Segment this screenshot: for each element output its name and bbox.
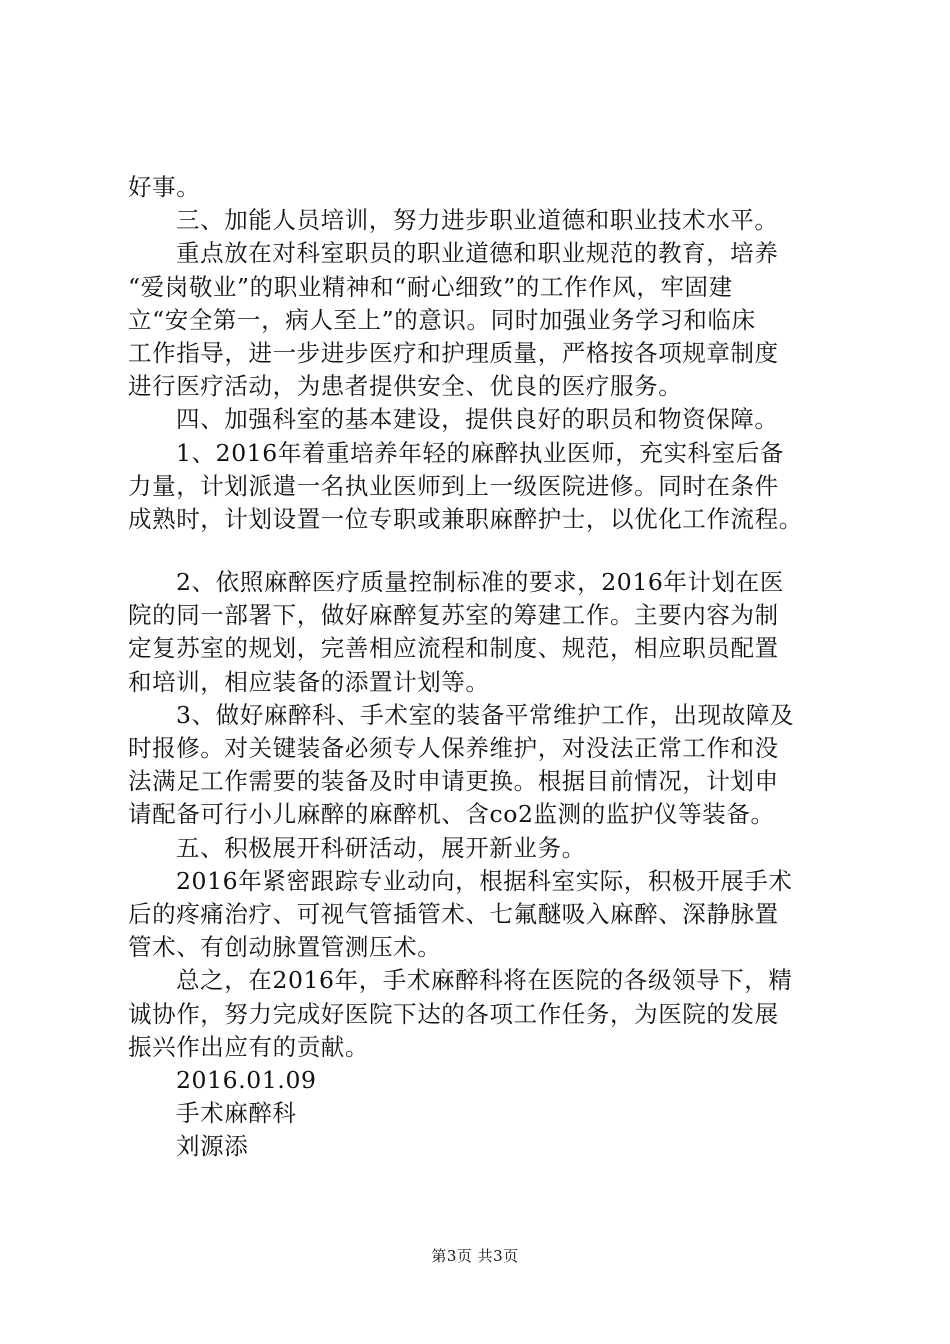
paragraph-line: 请配备可行小儿麻醉的麻醉机、含co2监测的监护仪等装备。 [128, 800, 775, 829]
paragraph-line: 3、做好麻醉科、手术室的装备平常维护工作，出现故障及 [176, 700, 795, 729]
paragraph-line: 定复苏室的规划，完善相应流程和制度、规范，相应职员配置 [128, 634, 779, 663]
paragraph-line: 重点放在对科室职员的职业道德和职业规范的教育，培养 [176, 239, 779, 268]
section-heading-3: 三、加能人员培训，努力进步职业道德和职业技术水平。 [176, 206, 779, 235]
paragraph-line: 立“安全第一，病人至上”的意识。同时加强业务学习和临床 [128, 305, 756, 334]
signature-name: 刘源添 [176, 1132, 249, 1161]
signature-department: 手术麻醉科 [176, 1099, 297, 1128]
paragraph-line: 院的同一部署下，做好麻醉复苏室的筹建工作。主要内容为制 [128, 601, 779, 630]
paragraph-line: 2、依照麻醉医疗质量控制标准的要求，2016年计划在医 [176, 568, 784, 597]
paragraph-line: 诚协作，努力完成好医院下达的各项工作任务，为医院的发展 [128, 999, 779, 1028]
paragraph-line: 管术、有创动脉置管测压术。 [128, 933, 442, 962]
paragraph-line: 力量，计划派遣一名执业医师到上一级医院进修。同时在条件 [128, 471, 779, 500]
signature-date: 2016.01.09 [176, 1065, 317, 1094]
paragraph-line: 后的疼痛治疗、可视气管插管术、七氟醚吸入麻醉、深静脉置 [128, 899, 779, 928]
paragraph-line: 和培训，相应装备的添置计划等。 [128, 667, 490, 696]
section-heading-5: 五、积极展开科研活动，展开新业务。 [176, 833, 586, 862]
paragraph-line: 工作指导，进一步进步医疗和护理质量，严格按各项规章制度 [128, 338, 779, 367]
paragraph-line: 法满足工作需要的装备及时申请更换。根据目前情况，计划申 [128, 767, 779, 796]
paragraph-line: 1、2016年着重培养年轻的麻醉执业医师，充实科室后备 [176, 438, 784, 467]
paragraph-line: “爱岗敬业”的职业精神和“耐心细致”的工作作风，牢固建 [128, 272, 733, 301]
section-heading-4: 四、加强科室的基本建设，提供良好的职员和物资保障。 [176, 405, 779, 434]
paragraph-line: 2016年紧密跟踪专业动向，根据科室实际，积极开展手术 [176, 866, 793, 895]
paragraph-line: 总之，在2016年，手术麻醉科将在医院的各级领导下，精 [176, 966, 793, 995]
paragraph-line: 进行医疗活动，为患者提供安全、优良的医疗服务。 [128, 372, 683, 401]
paragraph-line: 成熟时，计划设置一位专职或兼职麻醉护士，以优化工作流程。 [128, 504, 803, 533]
document-body [128, 171, 843, 1163]
paragraph-gap [128, 536, 843, 566]
page-number-footer: 第3页 共3页 [431, 1247, 519, 1265]
paragraph-line: 振兴作出应有的贡献。 [128, 1032, 369, 1061]
paragraph-line: 时报修。对关键装备必须专人保养维护，对没法正常工作和没 [128, 734, 779, 762]
paragraph-line: 好事。 [128, 173, 201, 201]
